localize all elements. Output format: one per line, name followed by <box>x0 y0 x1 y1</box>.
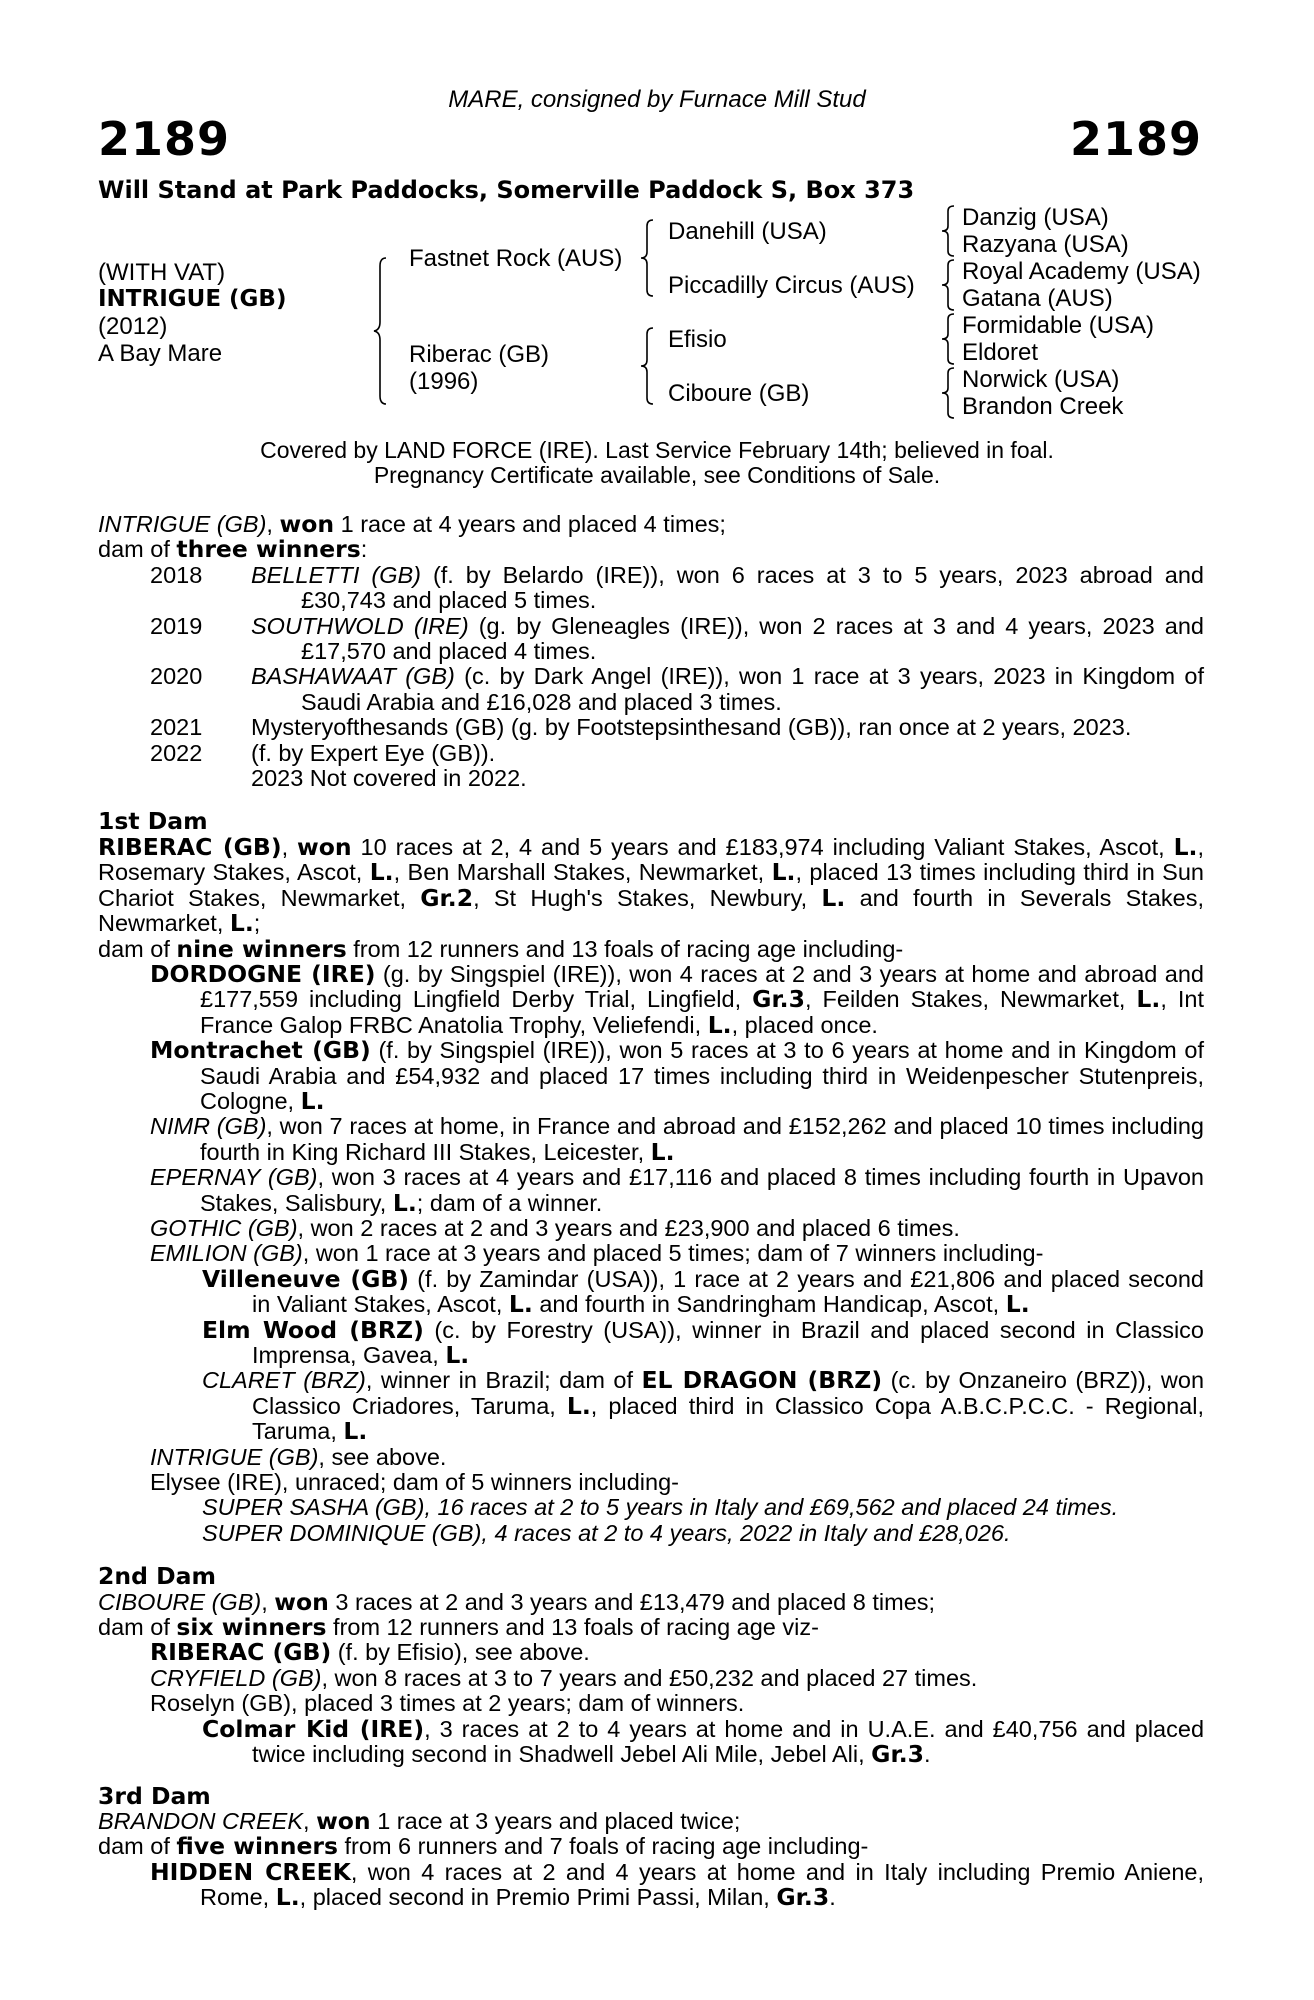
gg-gatana: Gatana (AUS) <box>962 285 1113 312</box>
list-item: SUPER DOMINIQUE (GB), 4 races at 2 to 4 years, 2022 in Italy and £28,026. <box>202 1519 1011 1546</box>
second-dam-produce <box>98 1640 1204 1767</box>
dam-year: (1996) <box>409 368 479 395</box>
consignment-line: MARE, consigned by Furnace Mill Stud <box>448 86 866 113</box>
third-dam-record: BRANDON CREEK, won 1 race at 3 years and placed twice; <box>98 1806 741 1835</box>
list-item: GOTHIC (GB), won 2 races at 2 and 3 years and £23,900 and placed 6 times. <box>150 1214 960 1241</box>
sire-dam: Piccadilly Circus (AUS) <box>668 272 915 299</box>
list-item: EPERNAY (GB), won 3 races at 4 years and £17,116 and placed 8 times including fourth in Upavon Stakes, Salisbury, L.; dam of a winner. <box>150 1164 1204 1217</box>
bracket-g4 <box>940 366 962 420</box>
gg-eldoret: Eldoret <box>962 339 1039 366</box>
list-item: NIMR (GB), won 7 races at home, in France and abroad and £152,262 and placed 10 times including fourth in King Richard III Stakes, Leicester, L. <box>150 1113 1204 1166</box>
list-item: Elm Wood (BRZ) (c. by Forestry (USA)), winner in Brazil and placed second in Classico Imprensa, Gavea, L. <box>202 1315 1204 1369</box>
first-dam-record: RIBERAC (GB), won 10 races at 2, 4 and 5 years and £183,974 including Valiant Stakes, Ascot, L., Rosemary Stakes, Ascot, L., Ben Marshall Stakes, Newmarket, L., placed 13 times including third in Sun Chariot Stakes, Newmarket, Gr.2, St Hugh's Stakes, Newbury, L. and fourth in Severals Stakes, Newmarket, L.; <box>98 832 1204 938</box>
list-item: HIDDEN CREEK, won 4 races at 2 and 4 years at home and in Italy including Premio Aniene, Rome, L., placed second in Premio Primi Passi, Milan, Gr.3. <box>150 1857 1204 1912</box>
gg-danzig: Danzig (USA) <box>962 204 1109 231</box>
produce-row: 2019 SOUTHWOLD (IRE) (g. by Gleneagles (IRE)), won 2 races at 3 and 4 years, 2023 and £17,570 and placed 4 times. <box>150 612 1205 665</box>
horse-year: (2012) <box>98 313 168 340</box>
first-dam-produce <box>98 959 1205 1546</box>
dam-name: Riberac (GB) <box>409 341 550 368</box>
produce-note: 2023 Not covered in 2022. <box>251 765 527 792</box>
gg-formidable: Formidable (USA) <box>962 312 1155 339</box>
bracket-g3 <box>940 312 962 366</box>
second-dam-heading: 2nd Dam <box>98 1562 216 1591</box>
list-item: CLARET (BRZ), winner in Brazil; dam of EL DRAGON (BRZ) (c. by Onzaneiro (BRZ)), won Classico Criadores, Taruma, L., placed third in Classico Copa A.B.C.P.C.C. - Regional, Taruma, L. <box>202 1366 1205 1446</box>
list-item: Roselyn (GB), placed 3 times at 2 years; dam of winners. <box>150 1690 745 1717</box>
produce-row: 2022 (f. by Expert Eye (GB)). <box>150 739 496 766</box>
stand-location: Will Stand at Park Paddocks, Somerville Paddock S, Box 373 <box>98 176 915 204</box>
gg-royal-academy: Royal Academy (USA) <box>962 258 1201 285</box>
produce-row: 2020 BASHAWAAT (GB) (c. by Dark Angel (IRE)), won 1 race at 3 years, 2023 in Kingdom of Saudi Arabia and £16,028 and placed 3 times. <box>150 663 1205 715</box>
list-item: RIBERAC (GB) (f. by Efisio), see above. <box>150 1638 590 1667</box>
gg-brandon-creek: Brandon Creek <box>962 393 1124 420</box>
third-dam-heading: 3rd Dam <box>98 1781 211 1810</box>
sire-name: Fastnet Rock (AUS) <box>409 245 623 272</box>
second-dam-record: CIBOURE (GB), won 3 races at 2 and 3 years and £13,479 and placed 8 times; <box>98 1587 936 1616</box>
produce-dam-of: dam of three winners: <box>98 535 368 564</box>
produce-intro: INTRIGUE (GB), won 1 race at 4 years and placed 4 times; <box>98 510 726 538</box>
dam-dam: Ciboure (GB) <box>668 380 810 407</box>
catalogue-body <box>98 512 1204 1911</box>
covered-line: Covered by LAND FORCE (IRE). Last Service February 14th; believed in foal. <box>260 437 1054 463</box>
list-item: Elysee (IRE), unraced; dam of 5 winners including- <box>150 1469 679 1496</box>
list-item: Villeneuve (GB) (f. by Zamindar (USA)), 1 race at 2 years and £21,806 and placed second in Valiant Stakes, Ascot, L. and fourth in Sandringham Handicap, Ascot, L. <box>202 1264 1204 1319</box>
lot-number-left: 2189 <box>98 112 231 166</box>
list-item: SUPER SASHA (GB), 16 races at 2 to 5 years in Italy and £69,562 and placed 24 times. <box>202 1494 1119 1521</box>
elysee-produce <box>150 1495 1204 1546</box>
produce-row: 2021 Mysteryofthesands (GB) (g. by Footstepsinthesand (GB)), ran once at 2 years, 2023. <box>150 714 1132 741</box>
list-item: Montrachet (GB) (f. by Singspiel (IRE)), won 5 races at 3 to 6 years at home and in Kingdom of Saudi Arabia and £54,932 and placed 17 times including third in Weidenpescher Stutenpreis, Cologne, L. <box>150 1036 1204 1115</box>
sire-sire: Danehill (USA) <box>668 218 827 245</box>
lot-number-right: 2189 <box>1069 112 1202 166</box>
second-dam-dam-of: dam of six winners from 12 runners and 13 foals of racing age viz- <box>98 1613 819 1642</box>
horse-name: INTRIGUE (GB) <box>98 286 287 312</box>
first-dam-dam-of: dam of nine winners from 12 runners and 13 foals of racing age including- <box>98 934 904 963</box>
third-dam-produce <box>98 1857 1204 1912</box>
gg-norwick: Norwick (USA) <box>962 366 1120 393</box>
third-dam-dam-of: dam of five winners from 6 runners and 7 foals of racing age including- <box>98 1832 869 1861</box>
dam-sire: Efisio <box>668 326 727 353</box>
first-dam-heading: 1st Dam <box>98 807 208 836</box>
bracket-g1 <box>940 204 962 258</box>
list-item: Colmar Kid (IRE), 3 races at 2 to 4 years at home and in U.A.E. and £40,756 and placed twice including second in Shadwell Jebel Ali Mile, Jebel Ali, Gr.3. <box>202 1714 1205 1769</box>
vat-note: (WITH VAT) <box>98 259 226 286</box>
list-item: DORDOGNE (IRE) (g. by Singspiel (IRE)), won 4 races at 2 and 3 years at home and abroad and £177,559 including Lingfield Derby Trial, Lingfield, Gr.3, Feilden Stakes, Newmarket, L., Int France Galop FRBC Anatolia Trophy, Veliefendi, L., placed once. <box>150 959 1205 1039</box>
pregnancy-line: Pregnancy Certificate available, see Conditions of Sale. <box>373 462 941 488</box>
horse-name-ref: INTRIGUE (GB) <box>98 511 267 537</box>
produce-row: 2018 BELLETTI (GB) (f. by Belardo (IRE)), won 6 races at 3 to 5 years, 2023 abroad and £30,743 and placed 5 times. <box>150 561 1204 614</box>
list-item: CRYFIELD (GB), won 8 races at 3 to 7 years and £50,232 and placed 27 times. <box>150 1664 978 1691</box>
list-item: INTRIGUE (GB), see above. <box>150 1443 447 1470</box>
list-item: EMILION (GB), won 1 race at 3 years and placed 5 times; dam of 7 winners including- <box>150 1240 1044 1267</box>
horse-description: A Bay Mare <box>98 340 223 367</box>
gg-razyana: Razyana (USA) <box>962 231 1129 258</box>
bracket-sire <box>639 218 661 298</box>
bracket-horse <box>372 256 394 406</box>
roselyn-produce <box>150 1714 1205 1769</box>
emilion-produce <box>150 1264 1205 1446</box>
bracket-dam <box>639 326 661 406</box>
bracket-g2 <box>940 258 962 312</box>
